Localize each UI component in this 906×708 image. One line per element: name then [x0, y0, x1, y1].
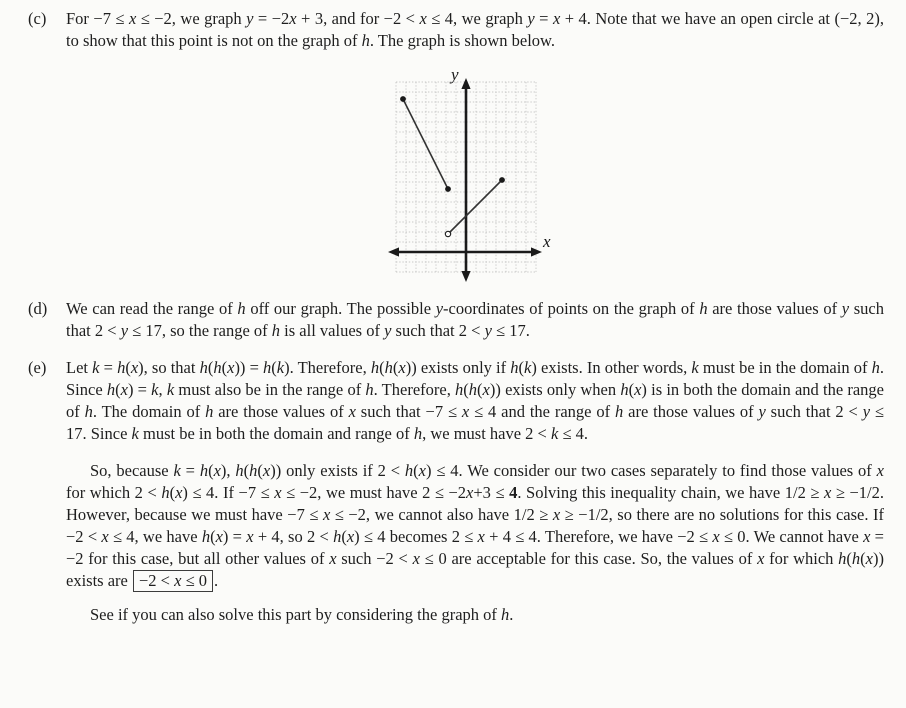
text-run: ≤ 17.: [491, 321, 530, 340]
text-run: =: [180, 461, 200, 480]
text-run: ) ≤ 4. We consider our two cases separately to find those values of: [426, 461, 877, 480]
math-run: x: [246, 527, 254, 546]
text-run: ≤ 4 and the range of: [469, 402, 615, 421]
math-run: h: [263, 358, 272, 377]
text-run: (: [860, 549, 866, 568]
math-run: y: [384, 321, 392, 340]
segment-1: [403, 99, 448, 189]
math-run: h: [413, 424, 423, 443]
text-run: + 4 ≤ 4. Therefore, we have −2 ≤: [484, 527, 713, 546]
math-run: x: [175, 483, 183, 502]
math-run: k: [166, 380, 175, 399]
math-run: x: [865, 549, 873, 568]
text-run: (: [207, 358, 214, 377]
text-run: (: [221, 358, 228, 377]
math-run: x: [823, 483, 832, 502]
math-run: x: [712, 527, 720, 546]
text-run: (: [477, 380, 483, 399]
math-run: h: [201, 527, 211, 546]
text-run: ≤ 4, we graph: [426, 9, 528, 28]
text-run: -coordinates of points on the graph of: [443, 299, 700, 318]
math-run: h: [501, 605, 510, 624]
text-run: See if you can also solve this part by considering the graph of: [90, 605, 502, 624]
text-run: must be in both the domain and range of: [138, 424, 414, 443]
math-run: x: [213, 461, 221, 480]
paragraph-text: [66, 298, 884, 342]
y-axis-up-arrow-icon: [461, 78, 470, 89]
math-run: x: [418, 461, 426, 480]
math-run: x: [329, 549, 337, 568]
text-run: Let: [66, 358, 93, 377]
text-run: (: [125, 358, 131, 377]
math-run: k: [550, 424, 559, 443]
closed-endpoint: [400, 96, 406, 102]
part-label: (d): [28, 299, 48, 318]
math-run: h: [620, 380, 629, 399]
math-run: y: [841, 299, 850, 318]
text-run: = −2: [253, 9, 290, 28]
text-run: ≤ 17, so the range of: [128, 321, 272, 340]
text-run: for which: [764, 549, 839, 568]
math-run: x: [552, 9, 561, 28]
math-run: x: [128, 9, 137, 28]
graph-figure: [353, 69, 605, 285]
text-run: ) =: [222, 527, 247, 546]
math-run: h: [871, 358, 880, 377]
math-run: x: [419, 9, 427, 28]
math-run: k: [92, 358, 100, 377]
x-axis-right-arrow-icon: [531, 247, 542, 256]
text-run: ) ≤ 4 becomes 2 ≤: [354, 527, 478, 546]
math-run: h: [404, 461, 414, 480]
math-run: h: [384, 358, 393, 377]
math-run: x: [863, 527, 871, 546]
math-run: y: [435, 299, 444, 318]
paragraph-text: [66, 357, 884, 445]
open-circle-endpoint: [445, 231, 450, 236]
math-run: x: [482, 380, 490, 399]
math-run: 4: [509, 483, 518, 502]
math-run: x: [876, 461, 884, 480]
text-run: ,: [158, 380, 167, 399]
x-axis-left-arrow-icon: [388, 247, 399, 256]
text-run: (: [115, 380, 121, 399]
math-run: k: [691, 358, 699, 377]
math-run: y: [758, 402, 766, 421]
text-run: )) exists only if: [405, 358, 511, 377]
text-run: ≤ −2, we graph: [136, 9, 247, 28]
math-run: h: [615, 402, 624, 421]
math-run: x: [466, 483, 474, 502]
math-run: x: [757, 549, 765, 568]
math-run: h: [249, 461, 258, 480]
math-run: k: [131, 424, 139, 443]
math-run: y: [120, 321, 129, 340]
math-run: x: [101, 527, 109, 546]
math-run: h: [370, 358, 380, 377]
paragraph-text: [66, 8, 884, 52]
text-run: (: [271, 358, 277, 377]
text-run: )) exists only when: [489, 380, 621, 399]
text-run: (: [413, 461, 419, 480]
text-run: , we must have 2 <: [422, 424, 551, 443]
paragraph-text: [66, 604, 884, 626]
text-run: (: [208, 461, 214, 480]
text-run: ) is in both the domain and the range of: [66, 380, 884, 421]
text-run: (: [379, 358, 385, 377]
math-run: y: [246, 9, 254, 28]
text-run: + 4. Note that we have an open circle at (−2, 2), to show that this point is not on the graph of: [66, 9, 884, 50]
text-run: )) only exists if 2 <: [270, 461, 405, 480]
math-run: x: [274, 483, 282, 502]
math-run: x: [348, 402, 356, 421]
text-run: So, because: [90, 461, 174, 480]
solution-paragraph: [0, 604, 884, 626]
text-run: = −2 for this case, but all other values of: [66, 527, 884, 568]
text-run: (: [169, 483, 176, 502]
text-run: (: [463, 380, 469, 399]
text-run: . The graph is shown below.: [369, 31, 556, 50]
closed-endpoint: [499, 177, 505, 183]
text-run: for which 2 <: [66, 483, 162, 502]
text-run: such that 2 <: [391, 321, 485, 340]
text-run: (: [243, 461, 250, 480]
math-run: h: [468, 380, 478, 399]
text-run: We can read the range of: [66, 299, 238, 318]
math-run: x: [120, 380, 128, 399]
paragraph-text: [66, 460, 884, 592]
math-run: y: [862, 402, 871, 421]
text-run: (: [341, 527, 347, 546]
math-run: x: [398, 358, 406, 377]
math-run: h: [199, 461, 209, 480]
math-run: h: [199, 358, 208, 377]
text-run: ≤ 4, we have: [108, 527, 202, 546]
math-run: x: [130, 358, 139, 377]
text-run: (: [518, 358, 525, 377]
text-run: (: [257, 461, 263, 480]
math-run: h: [365, 380, 374, 399]
math-run: x: [634, 380, 642, 399]
math-run: h: [84, 402, 93, 421]
math-run: x: [322, 505, 331, 524]
text-run: are those values of: [707, 299, 842, 318]
text-run: . The domain of: [92, 402, 206, 421]
text-run: ) =: [127, 380, 152, 399]
text-run: (: [846, 549, 852, 568]
text-run: ≤ −2, we must have 2 ≤ −2: [281, 483, 467, 502]
math-run: x: [174, 571, 182, 590]
text-run: + 3, and for −2 <: [296, 9, 420, 28]
math-run: h: [333, 527, 342, 546]
math-run: k: [173, 461, 181, 480]
math-run: h: [117, 358, 126, 377]
closed-endpoint: [445, 186, 451, 192]
text-run: ), so that: [138, 358, 200, 377]
text-run: such −2 <: [336, 549, 413, 568]
text-run: ≤ 0 are acceptable for this case. So, the values of: [419, 549, 758, 568]
text-run: (: [210, 527, 216, 546]
text-run: )) exists are: [66, 549, 884, 590]
math-run: k: [151, 380, 159, 399]
math-run: h: [271, 321, 281, 340]
math-run: h: [161, 483, 170, 502]
text-run: ≤ 17. Since: [66, 402, 884, 443]
y-axis-label: y: [451, 69, 459, 84]
text-run: −2 <: [138, 571, 175, 590]
piecewise-graph: [353, 69, 605, 285]
math-run: h: [213, 358, 222, 377]
text-run: =: [534, 9, 553, 28]
text-run: such that 2 <: [66, 299, 885, 340]
text-run: ),: [220, 461, 236, 480]
math-run: x: [412, 549, 420, 568]
text-run: . Since: [66, 358, 884, 399]
math-run: x: [461, 402, 470, 421]
text-run: .: [214, 571, 219, 590]
math-run: h: [205, 402, 214, 421]
text-run: such that 2 <: [765, 402, 863, 421]
part-label: (c): [28, 9, 47, 28]
parts-d-e-section: [0, 298, 884, 626]
boxed-answer: [133, 570, 213, 592]
math-run: y: [527, 9, 535, 28]
y-axis-down-arrow-icon: [461, 271, 470, 282]
math-run: x: [289, 9, 297, 28]
math-run: y: [484, 321, 492, 340]
math-run: h: [106, 380, 116, 399]
solution-part-d: [0, 298, 884, 342]
axes: [388, 78, 542, 282]
math-run: x: [262, 461, 271, 480]
text-run: are those values of: [623, 402, 759, 421]
text-run: ) ≤ 4. If −7 ≤: [182, 483, 275, 502]
text-run: ≤ 0: [181, 571, 207, 590]
math-run: k: [276, 358, 285, 377]
text-run: )) =: [234, 358, 264, 377]
text-run: ≥ −1/2. However, because we must have −7 ≤: [66, 483, 884, 524]
text-run: is all values of: [280, 321, 385, 340]
text-run: must be in the domain of: [698, 358, 872, 377]
text-run: ) exists. In other words,: [531, 358, 692, 377]
math-run: x: [477, 527, 485, 546]
math-run: h: [510, 358, 519, 377]
math-run: h: [699, 299, 708, 318]
math-run: h: [237, 299, 246, 318]
text-run: must also be in the range of: [174, 380, 366, 399]
text-run: +3 ≤: [473, 483, 510, 502]
text-run: .: [509, 605, 514, 624]
math-run: x: [227, 358, 235, 377]
text-run: ). Therefore,: [284, 358, 371, 377]
text-run: (: [392, 358, 399, 377]
text-run: ≤ 4.: [558, 424, 588, 443]
text-run: + 4, so 2 <: [253, 527, 334, 546]
part-label: (e): [28, 358, 47, 377]
math-run: h: [361, 31, 370, 50]
x-axis-label: x: [543, 232, 551, 251]
text-run: (: [628, 380, 635, 399]
solution-paragraph: [0, 460, 884, 592]
text-run: off our graph. The possible: [245, 299, 436, 318]
solution-part-c: [0, 8, 884, 52]
math-run: h: [235, 461, 244, 480]
text-run: ≤ −2, we cannot also have 1/2 ≥: [330, 505, 553, 524]
text-run: . Solving this inequality chain, we have 1/2 ≥: [517, 483, 824, 502]
math-run: h: [838, 549, 847, 568]
math-run: h: [851, 549, 861, 568]
text-run: such that −7 ≤: [355, 402, 462, 421]
math-run: k: [524, 358, 532, 377]
math-run: x: [215, 527, 223, 546]
part-c-section: [0, 8, 884, 52]
text-run: are those values of: [213, 402, 349, 421]
math-run: x: [552, 505, 561, 524]
text-run: . Therefore,: [373, 380, 456, 399]
text-run: ≥ −1/2, so there are no solutions for this case. If −2 <: [66, 505, 884, 546]
text-run: ≤ 0. We cannot have: [719, 527, 864, 546]
text-run: For −7 ≤: [66, 9, 129, 28]
math-run: h: [455, 380, 464, 399]
solution-part-e: [0, 357, 884, 445]
math-run: x: [346, 527, 355, 546]
text-run: =: [99, 358, 118, 377]
